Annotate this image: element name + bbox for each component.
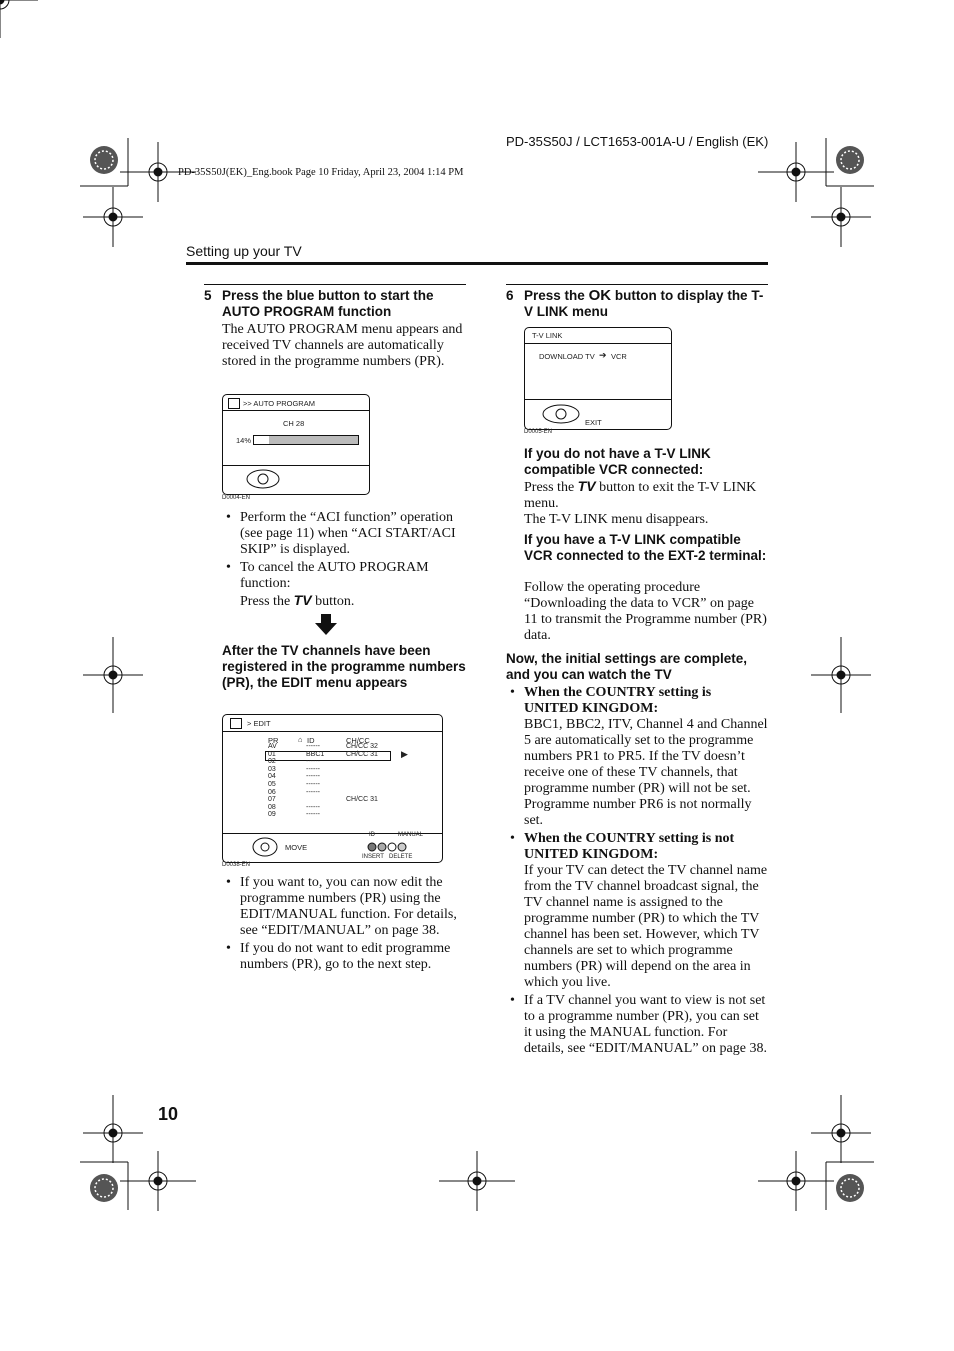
ok-button-symbol: OK <box>588 287 612 304</box>
edit-row-pr: 04 <box>268 773 276 781</box>
section-title: Setting up your TV <box>186 243 302 259</box>
auto-program-progress-bar <box>253 435 359 445</box>
tv-button-symbol: TV <box>293 592 312 608</box>
step6-number: 6 <box>506 288 514 303</box>
step6-text-b: button to display the T-V LINK menu <box>524 288 764 319</box>
header-rule <box>186 262 768 265</box>
right-arrow-icon: ▶ <box>401 749 408 759</box>
after-registration-heading: After the TV channels have been registered in the programme numbers (PR), the EDIT menu appears <box>222 643 466 690</box>
auto-program-screen <box>222 394 370 495</box>
model-line: PD-35S50J / LCT1653-001A-U / English (EK) <box>506 134 769 149</box>
edit-row-id: ------ <box>306 765 320 773</box>
nocompat-exit: button to exit the T-V LINK menu. <box>524 480 757 511</box>
edit-row-id: ------ <box>306 773 320 781</box>
edit-row-chcc: CH/CC 31 <box>346 796 378 804</box>
edit-row-chcc: CH/CC 32 <box>346 743 378 750</box>
step6-heading <box>524 288 768 320</box>
bullet-cancel-text: To cancel the AUTO PROGRAM function: <box>240 560 429 591</box>
bullet-cancel-end: button. <box>315 594 355 609</box>
tvlink-vcr: VCR <box>611 352 627 361</box>
bullet-cancel-press: Press the <box>240 594 291 609</box>
edit-row-pr: AV <box>268 743 277 750</box>
edit-title: > EDIT <box>247 719 271 728</box>
nonuk-body: If your TV can detect the TV channel name from the TV channel broadcast signal, the TV channel name is assigned to the programme number (PR) to which the TV channel has been set. However, which TV channels are set to which programme numbers (PR) will depend on the area in which you live. <box>524 863 768 990</box>
bullet-cancel <box>222 560 466 610</box>
edit-insert-label: INSERT <box>362 854 384 860</box>
edit-col-chcc: CH/CC <box>346 736 370 745</box>
edit-manual-label: MANUAL <box>398 832 424 838</box>
right-column-rule <box>506 284 768 285</box>
bullet-edit: • If you want to, you can now edit the programme numbers (PR) using the EDIT/MANUAL function. For details, see “EDIT/MANUAL” on page 38. <box>222 875 466 939</box>
edit-row-pr: 08 <box>268 803 276 811</box>
remote-ok-icon <box>541 403 581 425</box>
home-icon: ⌂ <box>298 735 303 744</box>
down-arrow-icon <box>314 614 338 636</box>
edit-row-pr: 02 <box>268 758 276 766</box>
edit-row-pr: 05 <box>268 781 276 788</box>
auto-program-title: >> AUTO PROGRAM <box>243 399 315 408</box>
nonuk-heading: When the COUNTRY setting is not UNITED KINGDOM: <box>524 831 735 862</box>
compat-body: Follow the operating procedure “Downloading the data to VCR” on page 11 to transmit the Programme number (PR) data. <box>524 580 767 643</box>
auto-program-channel: CH 28 <box>283 419 305 428</box>
edit-row-id: ------ <box>306 803 320 811</box>
bullet-manual: • If a TV channel you want to view is not set to a programme number (PR), you can set it using the MANUAL function. For details, see “EDIT/MANUAL” on page 38. <box>506 993 768 1057</box>
bullet-next-step: • If you do not want to edit programme numbers (PR), go to the next step. <box>222 941 466 973</box>
tvlink-title: T-V LINK <box>532 331 563 340</box>
remote-move-icon <box>251 836 281 858</box>
tv-button-symbol: TV <box>577 478 596 494</box>
edit-row-pr: 09 <box>268 811 276 819</box>
bullet-non-uk <box>506 831 768 991</box>
compat-heading: If you have a T-V LINK compatible VCR connected to the EXT-2 terminal: <box>524 532 767 563</box>
uk-body: BBC1, BBC2, ITV, Channel 4 and Channel 5 are automatically set to the programme numbers PR1 to PR5. If the TV doesn’t receive one of these TV channels, that programme number (PR) will not be set. Programme number PR6 is not normally set. <box>524 717 768 828</box>
tvlink-screen <box>524 327 672 430</box>
edit-row-id: ------ <box>306 758 320 766</box>
step5-number: 5 <box>204 288 212 303</box>
nocompat-heading: If you do not have a T-V LINK compatible VCR connected: <box>524 446 711 477</box>
edit-row-chcc: CH/CC 31 <box>346 750 378 758</box>
nocompat-disappears: The T-V LINK menu disappears. <box>524 512 709 527</box>
edit-row-pr: 01 <box>268 750 276 758</box>
menu-icon <box>228 398 240 409</box>
step5-heading: Press the blue button to start the AUTO PROGRAM function <box>222 288 434 319</box>
left-column-rule <box>204 284 466 285</box>
edit-row-id: ------ <box>306 743 320 750</box>
edit-row-id: ------ <box>306 811 320 819</box>
edit-screen <box>222 714 443 863</box>
edit-row-pr: 07 <box>268 796 276 804</box>
edit-move-label: MOVE <box>285 843 308 852</box>
edit-col-id: ID <box>307 736 315 745</box>
nocompat-body <box>524 478 768 528</box>
step5-body: The AUTO PROGRAM menu appears and received TV channels are automatically stored in the programme numbers (PR). <box>222 322 463 369</box>
edit-row-id: ------ <box>306 781 320 788</box>
tvlink-code: D0005-EN <box>524 429 553 435</box>
edit-row-id: BBC1 <box>306 750 325 758</box>
page-number: 10 <box>158 1104 179 1124</box>
bullet-aci: • Perform the “ACI function” operation (see page 11) when “ACI START/ACI SKIP” is displayed. <box>222 510 466 558</box>
edit-col-pr: PR <box>268 736 279 745</box>
edit-row-pr: 06 <box>268 788 276 796</box>
edit-delete-label: DELETE <box>389 854 413 860</box>
now-heading: Now, the initial settings are complete, and you can watch the TV <box>506 651 748 682</box>
tvlink-exit: EXIT <box>585 418 602 427</box>
bullet-uk <box>506 685 768 829</box>
remote-buttons-icon <box>245 468 281 490</box>
uk-heading: When the COUNTRY setting is UNITED KINGDOM: <box>524 685 712 716</box>
edit-row-pr: 03 <box>268 765 276 773</box>
print-line: PD-35S50J(EK)_Eng.book Page 10 Friday, April 23, 2004 1:14 PM <box>178 167 464 178</box>
nocompat-press: Press the <box>524 480 575 495</box>
edit-code: D0038-EN <box>222 862 251 868</box>
auto-program-percent: 14% <box>236 436 252 445</box>
menu-icon <box>230 718 242 729</box>
tvlink-download: DOWNLOAD TV <box>539 352 595 361</box>
edit-id-label: ID <box>369 832 375 838</box>
arrow-right-icon: ➔ <box>599 350 607 360</box>
auto-program-code: D0004-EN <box>222 495 251 501</box>
color-buttons-icon <box>366 841 416 853</box>
edit-row-id: ------ <box>306 788 320 796</box>
step6-text-a: Press the <box>524 288 585 303</box>
